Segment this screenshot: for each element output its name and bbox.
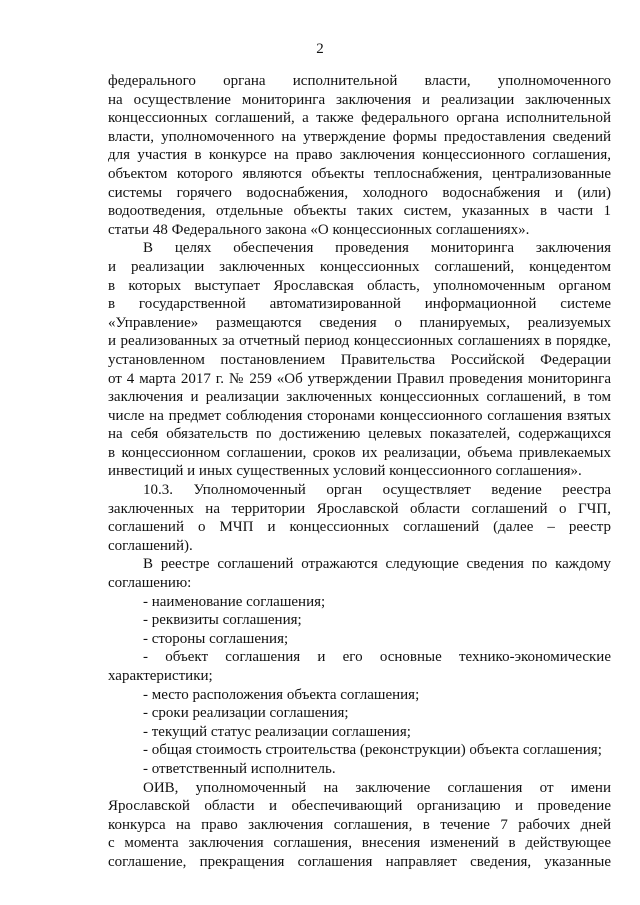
text-line: 10.3. Уполномоченный орган осуществляет ведение реестра: [143, 482, 611, 499]
text-line: соглашений о МЧП и концессионных соглашений (далее – реестр: [108, 519, 611, 536]
text-line: водоотведения, отдельные объекты таких систем, указанных в части 1: [108, 203, 611, 220]
text-line: - реквизиты соглашения;: [143, 612, 302, 629]
document-body: [108, 72, 611, 872]
text-line: конкурса на право заключения соглашения, в течение 7 рабочих дней: [108, 816, 611, 833]
text-line: на себя обязательств по достижению целевых показателей, содержащихся: [108, 426, 611, 443]
text-line: числе на предмет соблюдения сторонами концессионного соглашения взятых: [108, 407, 611, 424]
text-line: в которых выступает Ярославская область, уполномоченным органом: [108, 277, 611, 294]
text-line: и реализации заключенных концессионных соглашений, концедентом: [108, 258, 611, 275]
text-line: В целях обеспечения проведения мониторинга заключения: [143, 240, 611, 257]
text-line: для участия в конкурсе на право заключения концессионного соглашения,: [108, 147, 611, 164]
text-line: установленном постановлением Правительства Российской Федерации: [108, 351, 611, 368]
text-line: инвестиций и иных существенных условий концессионного соглашения».: [108, 463, 582, 480]
text-line: в государственной автоматизированной информационной системе: [108, 296, 611, 313]
text-line: от 4 марта 2017 г. № 259 «Об утверждении Правил проведения мониторинга: [108, 370, 611, 387]
text-line: соглашение, прекращения соглашения направляет сведения, указанные: [108, 853, 611, 870]
text-line: на осуществление мониторинга заключения и реализации заключенных: [108, 91, 611, 108]
text-line: в концессионном соглашении, сроков их реализации, объема привлекаемых: [108, 444, 611, 461]
text-line: и реализованных за отчетный период концессионных соглашениях в порядке,: [108, 333, 611, 350]
text-line: федерального органа исполнительной власти, уполномоченного: [108, 73, 611, 89]
text-line: системы горячего водоснабжения, холодного водоснабжения и (или): [108, 184, 611, 201]
text-line: с момента заключения соглашения, внесения изменений в действующее: [108, 835, 611, 852]
text-line: власти, уполномоченного на утверждение формы предоставления сведений: [108, 128, 611, 145]
text-line: соглашению:: [108, 575, 192, 592]
text-line: - ответственный исполнитель.: [143, 760, 336, 777]
text-line: заключенных на территории Ярославской области соглашений о ГЧП,: [108, 500, 611, 517]
text-line: ОИВ, уполномоченный на заключение соглашения от имени: [143, 779, 611, 796]
text-line: - стороны соглашения;: [143, 630, 289, 647]
text-line: статьи 48 Федерального закона «О концессионных соглашениях».: [108, 221, 530, 238]
text-line: - общая стоимость строительства (реконструкции) объекта соглашения;: [143, 742, 602, 759]
text-line: - место расположения объекта соглашения;: [143, 686, 420, 703]
text-line: «Управление» размещаются сведения о планируемых, реализуемых: [108, 314, 611, 331]
text-line: характеристики;: [108, 668, 213, 684]
text-line: объектом которого являются объекты теплоснабжения, централизованные: [108, 165, 611, 182]
text-line: - объект соглашения и его основные технико-экономические: [143, 649, 611, 666]
text-line: соглашений).: [108, 537, 193, 554]
text-line: концессионных соглашений, а также федерального органа исполнительной: [108, 110, 611, 127]
text-line: Ярославской области и обеспечивающий организацию и проведение: [108, 798, 611, 815]
page-number: 2: [316, 41, 324, 57]
text-line: - сроки реализации соглашения;: [143, 705, 349, 722]
text-line: - наименование соглашения;: [143, 593, 326, 610]
text-line: заключения и реализации заключенных концессионных соглашений, в том: [108, 389, 611, 406]
text-line: В реестре соглашений отражаются следующие сведения по каждому: [143, 556, 611, 573]
text-line: - текущий статус реализации соглашения;: [143, 723, 411, 740]
